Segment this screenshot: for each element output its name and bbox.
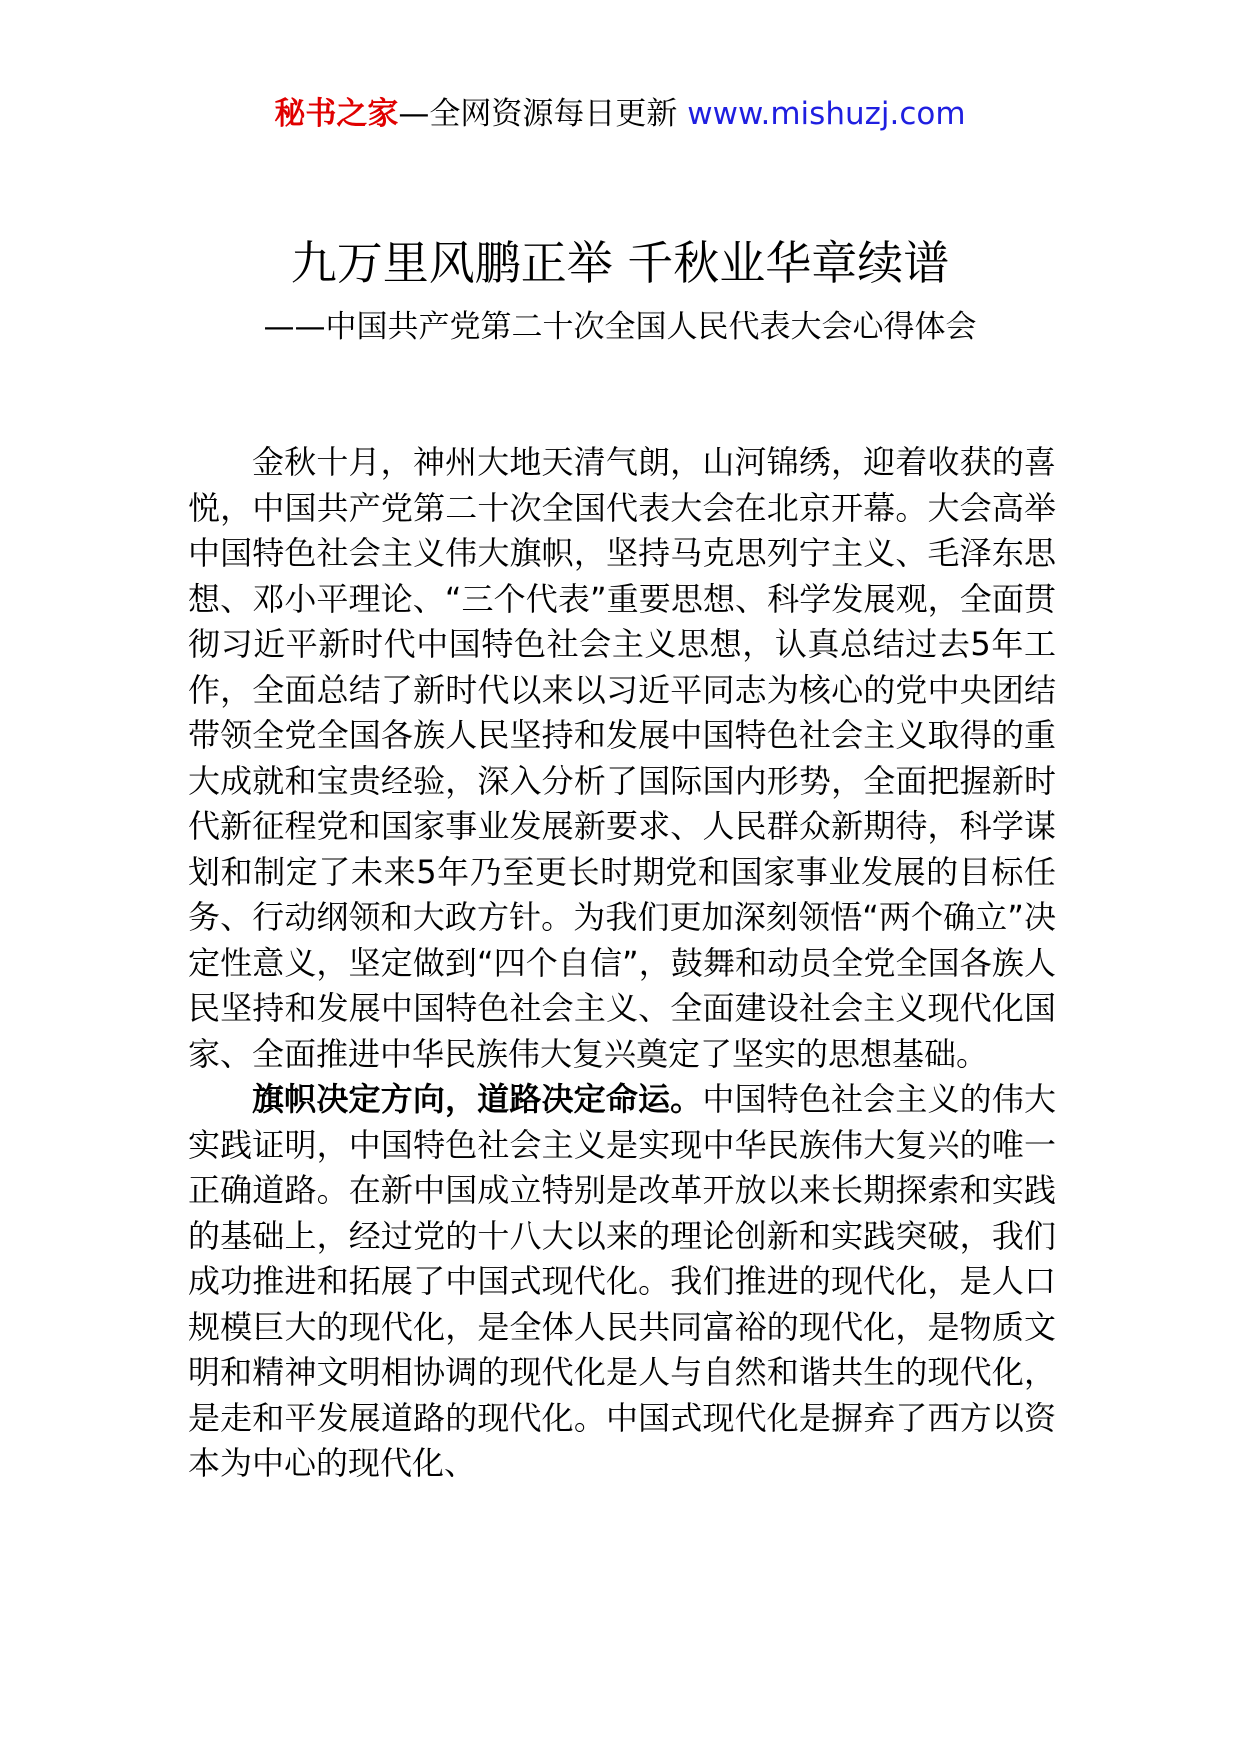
- paragraph: 金秋十月，神州大地天清气朗，山河锦绣，迎着收获的喜悦，中国共产党第二十次全国代表大会在北京开幕。大会高举中国特色社会主义伟大旗帜，坚持马克思列宁主义、毛泽东思想、邓小平理论、“三个代表”重要思想、科学发展观，全面贯彻习近平新时代中国特色社会主义思想，认真总结过去5年工作，全面总结了新时代以来以习近平同志为核心的党中央团结带领全党全国各族人民坚持和发展中国特色社会主义取得的重大成就和宝贵经验，深入分析了国际国内形势，全面把握新时代新征程党和国家事业发展新要求、人民群众新期待，科学谋划和制定了未来5年乃至更长时期党和国家事业发展的目标任务、行动纲领和大政方针。为我们更加深刻领悟“两个确立”决定性意义，坚定做到“四个自信”，鼓舞和动员全党全国各族人民坚持和发展中国特色社会主义、全面建设社会主义现代化国家、全面推进中华民族伟大复兴奠定了坚实的思想基础。: [188, 443, 1056, 1073]
- document-body: [188, 440, 1056, 1487]
- paragraph: [188, 1077, 1056, 1487]
- paragraph-lead: 旗帜决定方向，道路决定命运。: [252, 1080, 703, 1118]
- document-title: 九万里风鹏正举 千秋业华章续谱: [290, 236, 950, 290]
- site-header: [0, 94, 1240, 134]
- site-tagline: —全网资源每日更新: [398, 96, 678, 132]
- paragraph-text: 中国特色社会主义的伟大实践证明，中国特色社会主义是实现中华民族伟大复兴的唯一正确道路。在新中国成立特别是改革开放以来长期探索和实践的基础上，经过党的十八大以来的理论创新和实践突破，我们成功推进和拓展了中国式现代化。我们推进的现代化，是人口规模巨大的现代化，是全体人民共同富裕的现代化，是物质文明和精神文明相协调的现代化是人与自然和谐共生的现代化，是走和平发展道路的现代化。中国式现代化是摒弃了西方以资本为中心的现代化、: [188, 1080, 1056, 1482]
- site-brand: 秘书之家: [274, 96, 399, 132]
- document-subtitle: ——中国共产党第二十次全国人民代表大会心得体会: [263, 309, 977, 345]
- site-url-link[interactable]: www.mishuzj.com: [687, 96, 966, 132]
